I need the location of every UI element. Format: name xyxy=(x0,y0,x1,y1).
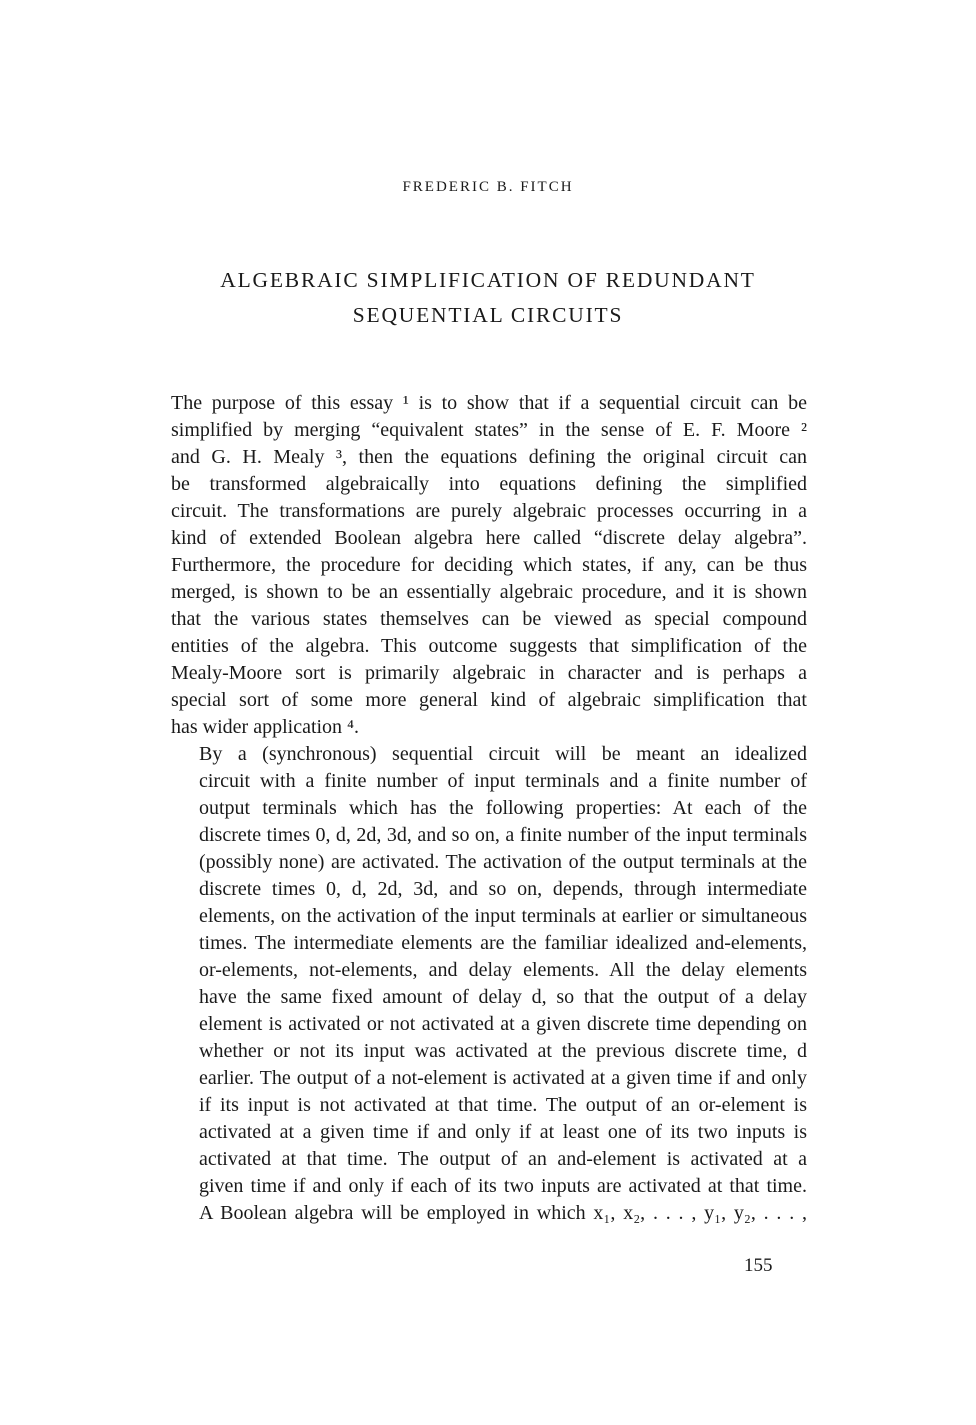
text-line: activated at a given time if and only if at least one of its two inputs is xyxy=(199,1121,807,1143)
text-line: kind of extended Boolean algebra here called “discrete delay algebra”. xyxy=(171,527,807,549)
text-line: has wider application ⁴. xyxy=(171,716,360,738)
text-line: By a (synchronous) sequential circuit will be meant an idealized xyxy=(199,743,807,765)
running-header-author: FREDERIC B. FITCH xyxy=(402,179,574,195)
text-line: output terminals which has the following properties: At each of the xyxy=(199,797,807,819)
paragraph-3 xyxy=(171,1200,807,1227)
text-line: discrete times 0, d, 2d, 3d, and so on, depends, through intermediate xyxy=(199,878,807,900)
paragraph-1 xyxy=(171,390,807,741)
text-line: have the same fixed amount of delay d, so that the output of a delay xyxy=(199,986,807,1008)
text-line: Mealy-Moore sort is primarily algebraic in character and is perhaps a xyxy=(171,662,807,684)
article-title-line-1: ALGEBRAIC SIMPLIFICATION OF REDUNDANT xyxy=(220,268,756,292)
text-line: activated at that time. The output of an and-element is activated at a xyxy=(199,1148,807,1170)
text-line: simplified by merging “equivalent states” in the sense of E. F. Moore ² xyxy=(171,419,807,441)
text-line: merged, is shown to be an essentially algebraic procedure, and it is shown xyxy=(171,581,807,603)
text-line: A Boolean algebra will be employed in which x₁, x₂, . . . , y₁, y₂, . . . , xyxy=(199,1202,807,1224)
text-line: earlier. The output of a not-element is activated at a given time if and only xyxy=(199,1067,807,1089)
text-line: (possibly none) are activated. The activation of the output terminals at the xyxy=(199,851,807,873)
text-line: if its input is not activated at that time. The output of an or-element is xyxy=(199,1094,807,1116)
article-title-line-2: SEQUENTIAL CIRCUITS xyxy=(352,303,624,327)
text-line: Furthermore, the procedure for deciding which states, if any, can be thus xyxy=(171,554,807,576)
article-body xyxy=(171,390,807,1227)
text-line: be transformed algebraically into equations defining the simplified xyxy=(171,473,807,495)
text-line: special sort of some more general kind of algebraic simplification that xyxy=(171,689,807,711)
article-title xyxy=(0,263,976,333)
text-line: circuit with a finite number of input terminals and a finite number of xyxy=(199,770,807,792)
text-line: element is activated or not activated at a given discrete time depending on xyxy=(199,1013,807,1035)
text-line: times. The intermediate elements are the familiar idealized and-elements, xyxy=(199,932,807,954)
text-line: and G. H. Mealy ³, then the equations defining the original circuit can xyxy=(171,446,807,468)
text-line: circuit. The transformations are purely algebraic processes occurring in a xyxy=(171,500,807,522)
text-line: entities of the algebra. This outcome suggests that simplification of the xyxy=(171,635,807,657)
text-line: The purpose of this essay ¹ is to show that if a sequential circuit can be xyxy=(171,392,807,414)
text-line: whether or not its input was activated at the previous discrete time, d xyxy=(199,1040,807,1062)
text-line: given time if and only if each of its two inputs are activated at that time. xyxy=(199,1175,807,1197)
text-line: that the various states themselves can be viewed as special compound xyxy=(171,608,807,630)
text-line: elements, on the activation of the input terminals at earlier or simultaneous xyxy=(199,905,807,927)
text-line: discrete times 0, d, 2d, 3d, and so on, a finite number of the input terminals xyxy=(199,824,807,846)
text-line: or-elements, not-elements, and delay elements. All the delay elements xyxy=(199,959,807,981)
paragraph-2 xyxy=(171,741,807,1200)
page-number: 155 xyxy=(744,1255,773,1276)
